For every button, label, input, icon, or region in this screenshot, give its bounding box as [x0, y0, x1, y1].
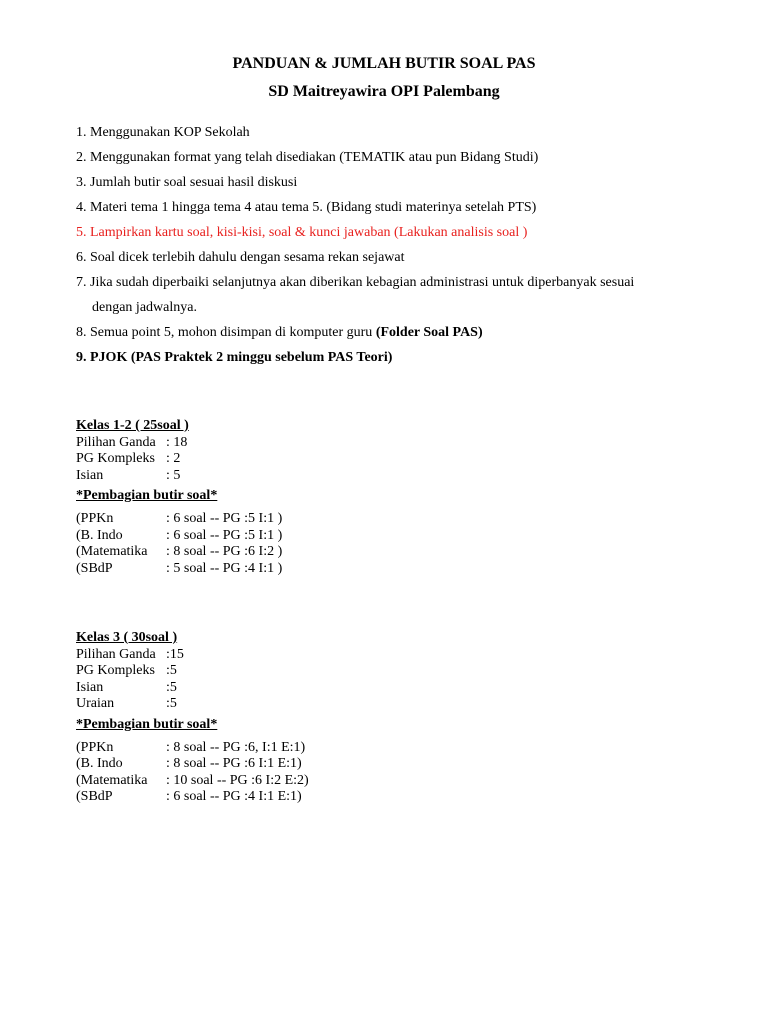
subject-row — [76, 756, 309, 773]
question-type-row — [76, 663, 309, 680]
kelas-3-heading: Kelas 3 ( 30soal ) — [76, 630, 178, 645]
kelas-3-section — [76, 630, 309, 806]
subject-row — [76, 740, 309, 757]
distribution-heading: *Pembagian butir soal* — [76, 716, 218, 732]
question-type-label: Pilihan Ganda — [76, 646, 156, 662]
subject-row — [76, 561, 282, 578]
subject-row — [76, 544, 282, 561]
subject-label: (SBdP — [76, 789, 113, 804]
guide-item-5: 5. Lampirkan kartu soal, kisi-kisi, soal & kunci jawaban (Lakukan analisis soal ) — [76, 225, 528, 240]
subject-label: (Matematika — [76, 544, 148, 559]
subject-label: (PPKn — [76, 739, 114, 755]
question-type-count: : 2 — [166, 451, 181, 466]
kelas-1-2-section — [76, 418, 282, 577]
kelas-1-2-heading: Kelas 1-2 ( 25soal ) — [76, 418, 189, 433]
guide-item-1: 1. Menggunakan KOP Sekolah — [76, 125, 250, 140]
subject-distribution: : 6 soal -- PG :5 I:1 ) — [166, 527, 283, 543]
question-type-label: Uraian — [76, 696, 115, 711]
question-type-label: Isian — [76, 679, 104, 695]
subject-label: (Matematika — [76, 772, 148, 788]
guide-item-8 — [76, 320, 716, 345]
subject-row — [76, 511, 282, 528]
subject-distribution: : 6 soal -- PG :4 I:1 E:1) — [166, 789, 302, 804]
guide-item-8-folder: (Folder Soal PAS) — [375, 325, 483, 340]
question-type-count: : 18 — [166, 434, 188, 450]
question-type-count: :5 — [166, 679, 177, 695]
question-type-row — [76, 647, 309, 664]
guide-list — [76, 120, 716, 370]
guide-item-8-text: 8. Semua point 5, mohon disimpan di komputer guru — [76, 325, 373, 340]
question-type-count: :15 — [166, 646, 184, 662]
distribution-heading: *Pembagian butir soal* — [76, 488, 218, 503]
question-type-count: :5 — [166, 696, 177, 711]
subject-label: (SBdP — [76, 560, 113, 576]
question-type-label: Pilihan Ganda — [76, 434, 156, 450]
question-type-label: PG Kompleks — [76, 663, 155, 678]
question-type-label: PG Kompleks — [76, 451, 155, 466]
question-type-label: Isian — [76, 467, 104, 483]
subject-row — [76, 789, 309, 806]
question-type-row — [76, 451, 282, 468]
question-type-row — [76, 680, 309, 697]
question-type-row — [76, 435, 282, 452]
subject-label: (B. Indo — [76, 756, 123, 771]
question-type-row — [76, 468, 282, 485]
guide-item-7: 7. Jika sudah diperbaiki selanjutnya akan diberikan kebagian administrasi untuk diperbanyak sesuai — [76, 275, 635, 290]
guide-item-4: 4. Materi tema 1 hingga tema 4 atau tema 5. (Bidang studi materinya setelah PTS) — [76, 200, 537, 215]
subject-distribution: : 5 soal -- PG :4 I:1 ) — [166, 560, 283, 576]
question-type-count: :5 — [166, 663, 177, 678]
guide-item-3: 3. Jumlah butir soal sesuai hasil diskusi — [76, 175, 298, 190]
subject-distribution: : 10 soal -- PG :6 I:2 E:2) — [166, 772, 309, 788]
subject-distribution: : 8 soal -- PG :6 I:1 E:1) — [166, 756, 302, 771]
subject-label: (B. Indo — [76, 527, 123, 543]
subject-distribution: : 6 soal -- PG :5 I:1 ) — [166, 511, 283, 526]
guide-item-2: 2. Menggunakan format yang telah disediakan (TEMATIK atau pun Bidang Studi) — [76, 150, 539, 165]
subject-row — [76, 773, 309, 790]
school-name: SD Maitreyawira OPI Palembang — [268, 83, 500, 100]
question-type-row — [76, 696, 309, 713]
subject-label: (PPKn — [76, 511, 114, 526]
guide-item-6: 6. Soal dicek terlebih dahulu dengan sesama rekan sejawat — [76, 250, 405, 265]
question-type-count: : 5 — [166, 467, 181, 483]
guide-item-9: 9. PJOK (PAS Praktek 2 minggu sebelum PAS Teori) — [76, 350, 393, 365]
subject-row — [76, 528, 282, 545]
subject-distribution: : 8 soal -- PG :6 I:2 ) — [166, 544, 283, 559]
guide-item-7-continued: dengan jadwalnya. — [92, 300, 197, 315]
document-title: PANDUAN & JUMLAH BUTIR SOAL PAS — [232, 55, 536, 72]
subject-distribution: : 8 soal -- PG :6, I:1 E:1) — [166, 739, 306, 755]
